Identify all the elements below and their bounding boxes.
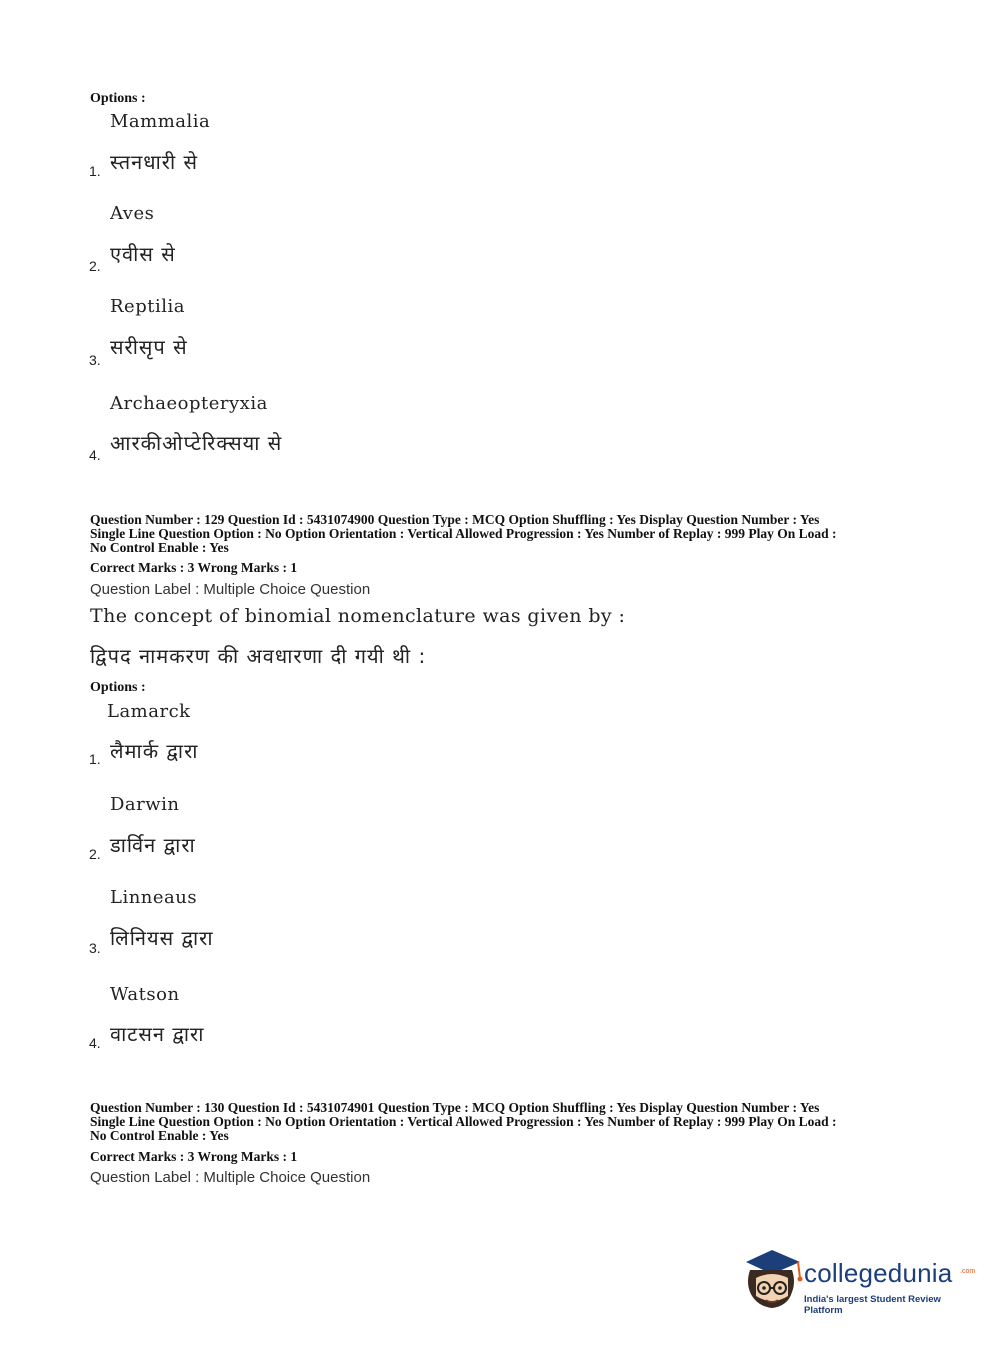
option-1-number: 1. [89, 163, 101, 179]
question-129-text-english: The concept of binomial nomenclature was given by : [90, 605, 626, 627]
question-130-marks: Correct Marks : 3 Wrong Marks : 1 [90, 1149, 298, 1164]
option-1-hindi: लैमार्क द्वारा [110, 739, 199, 763]
option-1-hindi: स्तनधारी से [110, 150, 198, 174]
option-3-number: 3. [89, 940, 101, 956]
option-2-english: Aves [110, 203, 155, 224]
option-1-number: 1. [89, 751, 101, 767]
option-3-hindi: सरीसृप से [110, 335, 188, 359]
option-4-english: Archaeopteryxia [110, 393, 268, 414]
collegedunia-logo [742, 1248, 976, 1316]
question-129-meta-line-3: No Control Enable : Yes [90, 540, 229, 555]
logo-domain-suffix: .com [960, 1268, 976, 1275]
option-2-english: Darwin [110, 794, 180, 815]
option-2-number: 2. [89, 258, 101, 274]
option-4-number: 4. [89, 447, 101, 463]
option-2-hindi: एवीस से [110, 242, 176, 266]
question-130-meta-line-3: No Control Enable : Yes [90, 1128, 229, 1143]
question-130-meta-line-2: Single Line Question Option : No Option Orientation : Vertical Allowed Progression : Yes Number of Replay : 999 Play On Load : [90, 1114, 837, 1129]
option-1-english: Lamarck [107, 701, 191, 722]
mascot-icon [742, 1248, 804, 1316]
logo-tagline: India's largest Student Review Platform [804, 1294, 941, 1316]
option-1-english: Mammalia [110, 111, 211, 132]
option-4-hindi: आरकीओप्टेरिक्सया से [110, 431, 283, 455]
options-heading: Options : [90, 680, 146, 695]
option-3-english: Linneaus [110, 887, 198, 908]
question-129-meta-line-2: Single Line Question Option : No Option Orientation : Vertical Allowed Progression : Yes Number of Replay : 999 Play On Load : [90, 526, 837, 541]
option-4-hindi: वाटसन द्वारा [110, 1022, 205, 1046]
option-3-number: 3. [89, 352, 101, 368]
question-129-label: Question Label : Multiple Choice Question [90, 581, 371, 598]
question-129-text-hindi: द्विपद नामकरण की अवधारणा दी गयी थी : [90, 644, 427, 668]
logo-wordmark: collegedunia [804, 1258, 953, 1288]
option-2-hindi: डार्विन द्वारा [110, 833, 196, 857]
option-3-hindi: लिनियस द्वारा [110, 926, 214, 950]
question-130-label: Question Label : Multiple Choice Question [90, 1169, 371, 1186]
option-4-english: Watson [110, 984, 180, 1005]
option-3-english: Reptilia [110, 296, 185, 317]
options-heading: Options : [90, 91, 146, 106]
question-130-meta-line-1: Question Number : 130 Question Id : 5431074901 Question Type : MCQ Option Shuffling : Yes Display Question Number : Yes [90, 1100, 820, 1115]
question-129-meta-line-1: Question Number : 129 Question Id : 5431074900 Question Type : MCQ Option Shuffling : Yes Display Question Number : Yes [90, 512, 820, 527]
option-2-number: 2. [89, 846, 101, 862]
option-4-number: 4. [89, 1035, 101, 1051]
question-129-marks: Correct Marks : 3 Wrong Marks : 1 [90, 560, 298, 575]
